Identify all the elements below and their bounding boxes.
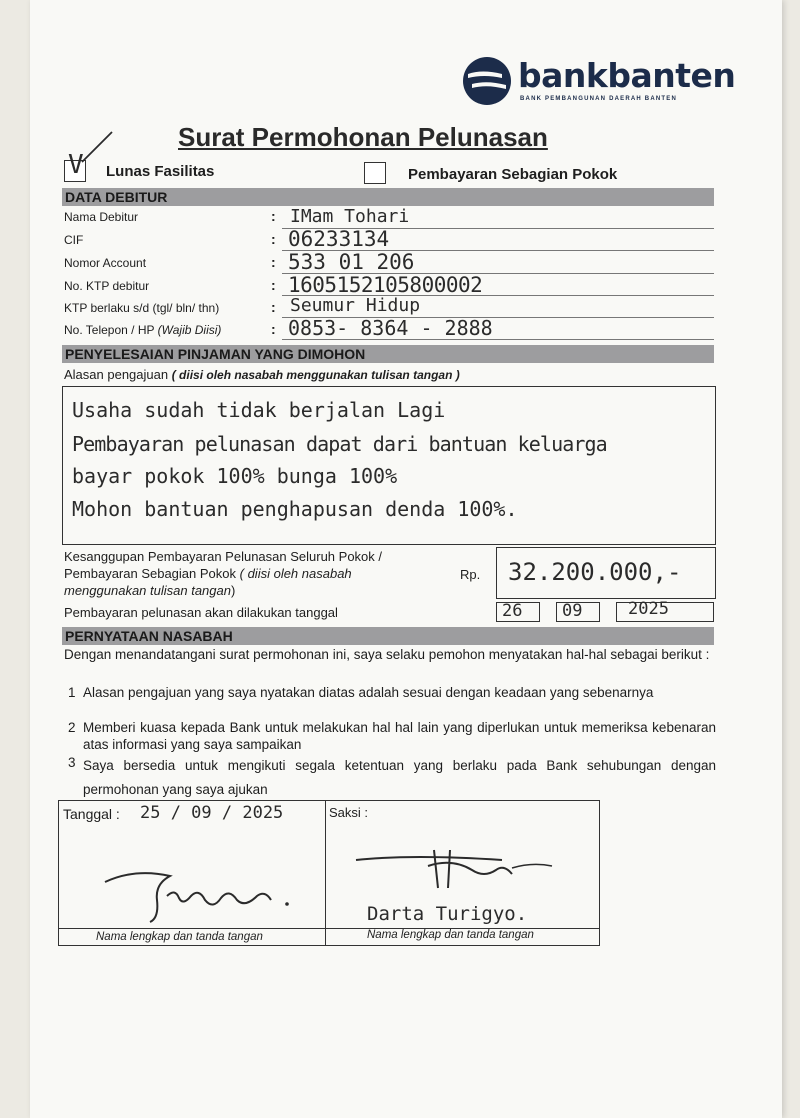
item-1-num: 1 — [68, 685, 76, 700]
kesanggupan-line-2-text: Pembayaran Sebagian Pokok — [64, 566, 237, 581]
document-title: Surat Permohonan Pelunasan — [178, 122, 548, 152]
kesanggupan-line-1: Kesanggupan Pembayaran Pelunasan Seluruh Pokok / — [64, 549, 382, 564]
kesanggupan-note-2: menggunakan tulisan tangan — [64, 583, 231, 598]
label-nama-debitur: Nama Debitur — [64, 210, 139, 224]
item-2-num: 2 — [68, 720, 76, 735]
label-no-ktp: No. KTP debitur — [64, 279, 150, 293]
tgl-day: 26 — [502, 601, 523, 621]
bank-banten-logo-icon — [462, 56, 512, 106]
value-no-telepon[interactable]: 0853- 8364 - 2888 — [288, 316, 493, 340]
tanggal-value[interactable]: 25 / 09 / 2025 — [140, 803, 284, 823]
pernyataan-intro: Dengan menandatangani surat permohonan ini, saya selaku pemohon menyatakan hal-hal sebagai berikut : — [64, 647, 710, 662]
amount-value: 32.200.000,- — [508, 558, 682, 586]
brand-subtitle: BANK PEMBANGUNAN DAERAH BANTEN — [520, 96, 677, 102]
label-no-telepon-text: No. Telepon / HP — [64, 323, 155, 337]
value-cif[interactable]: 06233134 — [288, 227, 390, 251]
label-cif: CIF — [64, 233, 84, 247]
colon: : — [271, 321, 276, 337]
kesanggupan-line-3 — [64, 583, 235, 598]
value-no-ktp[interactable]: 1605152105800002 — [288, 273, 483, 297]
value-nomor-account[interactable]: 533 01 206 — [288, 250, 415, 274]
section-data-debitur: DATA DEBITUR — [62, 188, 714, 206]
pembayaran-sebagian-label: Pembayaran Sebagian Pokok — [408, 166, 618, 183]
check-stroke-icon — [78, 128, 118, 168]
brand-name: bankbanten — [518, 56, 736, 95]
colon: : — [271, 208, 276, 224]
item-1-text: Alasan pengajuan yang saya nyatakan diatas adalah sesuai dengan keadaan yang sebenarnya — [83, 685, 654, 700]
alasan-line-2: Pembayaran pelunasan dapat dari bantuan keluarga — [72, 432, 607, 456]
section-penyelesaian: PENYELESAIAN PINJAMAN YANG DIMOHON — [62, 345, 714, 363]
saksi-label: Saksi : — [329, 805, 369, 820]
tgl-month: 09 — [562, 601, 583, 621]
colon: : — [271, 231, 276, 247]
pembayaran-sebagian-checkbox[interactable] — [364, 162, 386, 184]
label-ktp-berlaku: KTP berlaku s/d (tgl/ bln/ thn) — [64, 301, 220, 315]
item-2-text: Memberi kuasa kepada Bank untuk melakukan hal hal lain yang diperlukan untuk memeriksa kebenaran atas informasi yang saya sampaikan — [83, 720, 716, 752]
value-nama-debitur[interactable]: IMam Tohari — [290, 206, 410, 227]
caption-pemohon: Nama lengkap dan tanda tangan — [96, 931, 263, 943]
kesanggupan-close: ) — [230, 583, 236, 598]
alasan-line-1: Usaha sudah tidak berjalan Lagi — [72, 398, 446, 422]
alasan-line-4: Mohon bantuan penghapusan denda 100%. — [72, 497, 518, 521]
tgl-year: 2025 — [628, 599, 669, 619]
label-wajib-diisi: (Wajib Diisi) — [157, 323, 222, 337]
signature-divider — [325, 800, 326, 946]
tanggal-pelunasan-label: Pembayaran pelunasan akan dilakukan tanggal — [64, 605, 338, 620]
caption-saksi: Nama lengkap dan tanda tangan — [367, 929, 534, 941]
item-3-text: Saya bersedia untuk mengikuti segala ketentuan yang berlaku pada Bank sehubungan dengan permohonan yang saya ajukan — [83, 758, 716, 797]
colon: : — [271, 254, 276, 270]
colon: : — [271, 299, 276, 315]
tanggal-label: Tanggal : — [63, 806, 120, 822]
section-pernyataan: PERNYATAAN NASABAH — [62, 627, 714, 645]
colon: : — [271, 277, 276, 293]
saksi-name: Darta Turigyo. — [367, 903, 528, 925]
alasan-note: ( diisi oleh nasabah menggunakan tulisan tangan ) — [171, 368, 460, 382]
kesanggupan-note-1: ( diisi oleh nasabah — [239, 566, 352, 581]
check-mark-icon: V — [68, 150, 84, 180]
alasan-line-3: bayar pokok 100% bunga 100% — [72, 464, 398, 488]
label-no-telepon — [64, 323, 221, 337]
alasan-label — [64, 367, 460, 382]
label-nomor-account: Nomor Account — [64, 256, 147, 270]
alasan-label-text: Alasan pengajuan — [64, 367, 169, 382]
value-ktp-berlaku[interactable]: Seumur Hidup — [290, 295, 421, 316]
lunas-fasilitas-label: Lunas Fasilitas — [106, 163, 215, 180]
item-3-num: 3 — [68, 755, 76, 770]
kesanggupan-line-2 — [64, 566, 352, 581]
rp-label: Rp. — [460, 567, 481, 582]
pemohon-signature-icon[interactable] — [95, 860, 305, 930]
